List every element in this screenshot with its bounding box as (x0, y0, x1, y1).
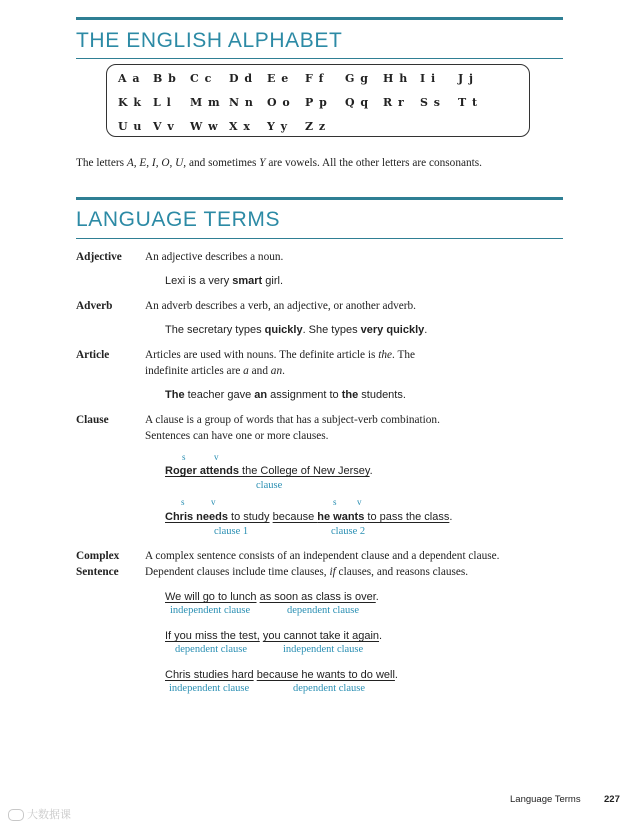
example-text: Lexi is a very (165, 275, 233, 287)
alphabet-letter: T t (458, 96, 479, 109)
example-highlight: smart (232, 275, 263, 287)
example-text: teacher gave (184, 389, 255, 401)
definition-italic: the (378, 349, 393, 361)
clause-2-label: clause 2 (331, 526, 366, 537)
example-text: . (394, 669, 398, 681)
dependent-clause-label: dependent clause (293, 683, 366, 694)
section-top-rule (76, 197, 563, 200)
alphabet-letter: U u (118, 120, 143, 133)
clause-definition-line1: A clause is a group of words that has a subject-verb combination. (145, 414, 440, 426)
clause-example-1 (165, 465, 373, 477)
definition-text: indefinite articles are (145, 365, 244, 377)
vowel-note-text: and sometimes (186, 157, 260, 169)
alphabet-letter: B b (153, 72, 177, 85)
example-highlight: The (165, 389, 185, 401)
adjective-definition: An adjective describes a noun. (145, 251, 284, 263)
example-highlight: quickly (264, 324, 303, 336)
article-example (165, 389, 406, 401)
alphabet-letter: H h (383, 72, 409, 85)
article-definition-line2 (145, 365, 285, 377)
alphabet-letter: M m (190, 96, 221, 109)
definition-text: Dependent clauses include time clauses, (145, 566, 330, 578)
alphabet-letter: V v (153, 120, 175, 133)
alphabet-letter: F f (305, 72, 325, 85)
example-text: . (379, 630, 383, 642)
watermark (8, 806, 71, 822)
example-clause: you cannot take it again (262, 630, 380, 642)
example-text: . (369, 465, 373, 477)
example-highlight: the (341, 389, 359, 401)
example-text: . She types (302, 324, 361, 336)
definition-text: clauses, and reasons clauses. (335, 566, 469, 578)
example-highlight: very quickly (360, 324, 425, 336)
subject-marker: s (182, 452, 186, 462)
clause-definition-line2: Sentences can have one or more clauses. (145, 430, 329, 442)
independent-clause-label: independent clause (169, 683, 250, 694)
alphabet-letter: N n (229, 96, 254, 109)
article-definition-line1 (145, 349, 415, 361)
example-text: . (449, 511, 453, 523)
vowel-note (76, 157, 482, 169)
alphabet-letter: C c (190, 72, 213, 85)
term-sentence: Sentence (76, 566, 119, 578)
example-clause: as soon as class is over (259, 591, 376, 603)
example-text: . (424, 324, 428, 336)
section-bottom-rule (76, 238, 563, 239)
vowel-list: A, E, I, O, U, (126, 157, 187, 169)
example-text: assignment to (267, 389, 342, 401)
adverb-example (165, 324, 427, 336)
example-text: to study (227, 511, 270, 523)
watermark-text: 大数据课 (27, 808, 71, 821)
alphabet-letter: R r (383, 96, 405, 109)
example-text: girl. (262, 275, 283, 287)
example-highlight: an (254, 389, 268, 401)
example-clause: We will go to lunch (165, 591, 257, 603)
dependent-clause-label: dependent clause (175, 644, 248, 655)
alphabet-letter: I i (420, 72, 437, 85)
term-clause: Clause (76, 414, 109, 426)
section-bottom-rule (76, 58, 563, 59)
term-complex: Complex (76, 550, 120, 562)
alphabet-letter: L l (153, 96, 172, 109)
alphabet-letter: A a (118, 72, 141, 85)
clause-label: clause (256, 480, 283, 491)
alphabet-letter: G g (345, 72, 369, 85)
example-clause: If you miss the test, (165, 630, 260, 642)
adverb-definition: An adverb describes a verb, an adjective, or another adverb. (145, 300, 417, 312)
example-text: The secretary types (165, 324, 265, 336)
vowel-y: Y (259, 157, 266, 169)
independent-clause-label: independent clause (283, 644, 364, 655)
definition-text: . (282, 365, 285, 377)
complex-definition-line1: A complex sentence consists of an independent clause and a dependent clause. (145, 550, 500, 562)
clause-example-2 (165, 511, 452, 523)
example-clause: Chris studies hard (165, 669, 254, 681)
page-number: 227 (604, 794, 620, 805)
alphabet-letter: J j (458, 72, 475, 85)
subject-marker: s (333, 497, 337, 507)
terms-title: LANGUAGE TERMS (76, 208, 281, 231)
independent-clause-label: independent clause (170, 605, 251, 616)
verb-marker: v (211, 497, 216, 507)
example-text: because (272, 511, 318, 523)
alphabet-letter: Q q (345, 96, 370, 109)
complex-example-2 (165, 630, 382, 642)
verb-marker: v (357, 497, 362, 507)
definition-text: and (248, 365, 271, 377)
dependent-clause-label: dependent clause (287, 605, 360, 616)
example-subject-verb: Chris needs (165, 511, 228, 523)
watermark-logo-icon (8, 809, 24, 821)
term-article: Article (76, 349, 110, 361)
term-adverb: Adverb (76, 300, 113, 312)
definition-text: Articles are used with nouns. The definite article is (145, 349, 379, 361)
definition-italic: if (329, 566, 336, 578)
complex-example-3 (165, 669, 398, 681)
adjective-example (165, 275, 283, 287)
example-text: students. (358, 389, 406, 401)
term-adjective: Adjective (76, 251, 122, 263)
alphabet-letter: P p (305, 96, 328, 109)
clause-1-label: clause 1 (214, 526, 249, 537)
example-text: the College of New Jersey (238, 465, 370, 477)
example-subject-verb: Roger attends (165, 465, 239, 477)
alphabet-letter: X x (229, 120, 251, 133)
example-text: . (375, 591, 379, 603)
vowel-note-text: are vowels. All the other letters are consonants. (265, 157, 483, 169)
definition-text: . The (392, 349, 416, 361)
alphabet-letter: Y y (267, 120, 289, 133)
alphabet-letter: E e (267, 72, 290, 85)
vowel-note-text: The letters (76, 157, 127, 169)
section-top-rule (76, 17, 563, 20)
alphabet-letter: K k (118, 96, 143, 109)
alphabet-letter: W w (190, 120, 219, 133)
verb-marker: v (214, 452, 219, 462)
complex-definition-line2 (145, 566, 468, 578)
complex-example-1 (165, 591, 379, 603)
example-text: to pass the class (364, 511, 450, 523)
footer-section-name: Language Terms (510, 794, 581, 805)
alphabet-letter: O o (267, 96, 291, 109)
alphabet-letter: D d (229, 72, 254, 85)
subject-marker: s (181, 497, 185, 507)
alphabet-letter: Z z (305, 120, 327, 133)
definition-italic: a (243, 365, 249, 377)
example-clause: because he wants to do well (256, 669, 395, 681)
example-subject-verb: he wants (317, 511, 365, 523)
alphabet-title: THE ENGLISH ALPHABET (76, 29, 343, 52)
alphabet-letter: S s (420, 96, 441, 109)
definition-italic: an (270, 365, 283, 377)
